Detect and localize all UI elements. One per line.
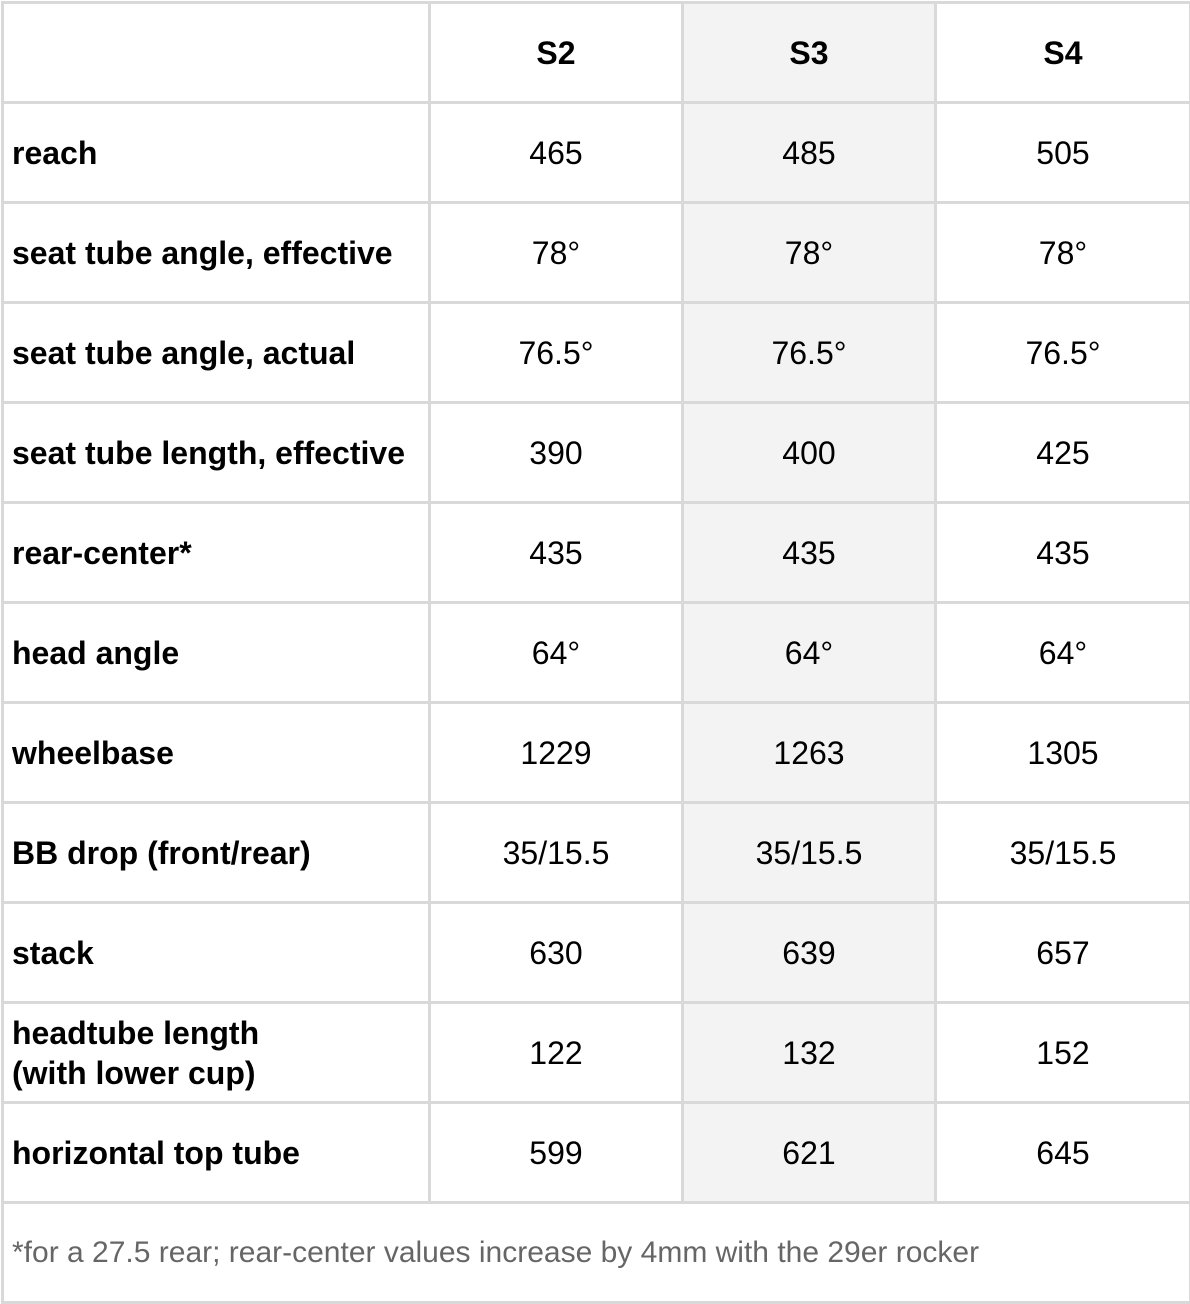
table-row <box>3 803 1190 903</box>
value-cell-s3: 435 <box>683 503 936 603</box>
header-row <box>3 3 1190 103</box>
table-row <box>3 903 1190 1003</box>
value-cell-s2: 630 <box>430 903 683 1003</box>
row-label: horizontal top tube <box>3 1103 430 1203</box>
value-cell-s4: 645 <box>936 1103 1190 1203</box>
value-cell-s2: 435 <box>430 503 683 603</box>
footnote-row <box>3 1203 1190 1303</box>
row-label: seat tube angle, effective <box>3 203 430 303</box>
value-cell-s2: 76.5° <box>430 303 683 403</box>
footnote: *for a 27.5 rear; rear-center values increase by 4mm with the 29er rocker <box>3 1203 1190 1303</box>
value-cell-s4: 76.5° <box>936 303 1190 403</box>
row-label: reach <box>3 103 430 203</box>
value-cell-s2: 78° <box>430 203 683 303</box>
row-label: wheelbase <box>3 703 430 803</box>
value-cell-s2: 35/15.5 <box>430 803 683 903</box>
table-row <box>3 103 1190 203</box>
value-cell-s3: 1263 <box>683 703 936 803</box>
value-cell-s4: 425 <box>936 403 1190 503</box>
value-cell-s4: 657 <box>936 903 1190 1003</box>
table-row <box>3 1003 1190 1103</box>
table-row <box>3 703 1190 803</box>
table-row <box>3 1103 1190 1203</box>
value-cell-s4: 64° <box>936 603 1190 703</box>
value-cell-s3: 78° <box>683 203 936 303</box>
table-row <box>3 203 1190 303</box>
geometry-table <box>1 1 1190 1304</box>
corner-cell <box>3 3 430 103</box>
column-header-s2: S2 <box>430 3 683 103</box>
column-header-s3: S3 <box>683 3 936 103</box>
value-cell-s2: 465 <box>430 103 683 203</box>
table-body <box>3 103 1190 1203</box>
row-label: rear-center* <box>3 503 430 603</box>
value-cell-s4: 35/15.5 <box>936 803 1190 903</box>
value-cell-s2: 1229 <box>430 703 683 803</box>
row-label: seat tube length, effective <box>3 403 430 503</box>
value-cell-s3: 76.5° <box>683 303 936 403</box>
row-label: stack <box>3 903 430 1003</box>
value-cell-s3: 485 <box>683 103 936 203</box>
value-cell-s3: 639 <box>683 903 936 1003</box>
value-cell-s4: 152 <box>936 1003 1190 1103</box>
value-cell-s3: 64° <box>683 603 936 703</box>
table-row <box>3 303 1190 403</box>
row-label: headtube length (with lower cup) <box>3 1003 430 1103</box>
value-cell-s3: 35/15.5 <box>683 803 936 903</box>
value-cell-s3: 400 <box>683 403 936 503</box>
row-label: BB drop (front/rear) <box>3 803 430 903</box>
value-cell-s2: 64° <box>430 603 683 703</box>
value-cell-s3: 132 <box>683 1003 936 1103</box>
value-cell-s4: 435 <box>936 503 1190 603</box>
value-cell-s4: 78° <box>936 203 1190 303</box>
column-header-s4: S4 <box>936 3 1190 103</box>
row-label: seat tube angle, actual <box>3 303 430 403</box>
value-cell-s2: 599 <box>430 1103 683 1203</box>
value-cell-s2: 390 <box>430 403 683 503</box>
table-row <box>3 403 1190 503</box>
table-row <box>3 503 1190 603</box>
table-row <box>3 603 1190 703</box>
value-cell-s2: 122 <box>430 1003 683 1103</box>
value-cell-s4: 505 <box>936 103 1190 203</box>
value-cell-s3: 621 <box>683 1103 936 1203</box>
row-label: head angle <box>3 603 430 703</box>
value-cell-s4: 1305 <box>936 703 1190 803</box>
